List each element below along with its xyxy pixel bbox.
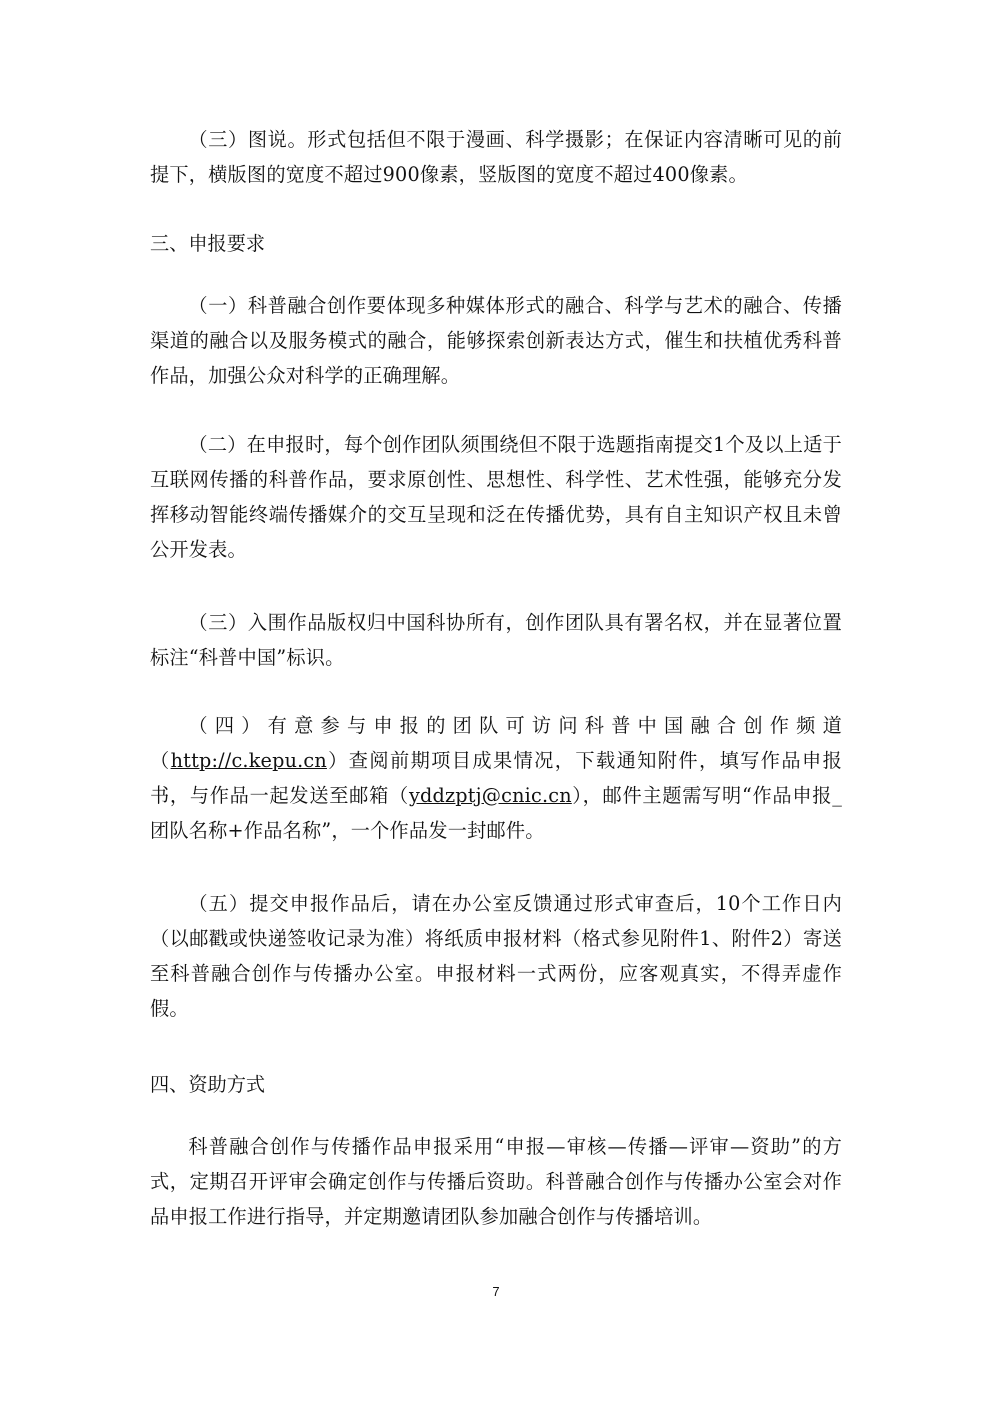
item4-text-part1: （四）有意参与申报的团队可访问科普中国融合创作频道（ <box>150 714 842 772</box>
section3-item3-paragraph: （三）入围作品版权归中国科协所有，创作团队具有署名权，并在显著位置标注“科普中国”标识。 <box>150 611 842 669</box>
section2-item3-paragraph: （三）图说。形式包括但不限于漫画、科学摄影；在保证内容清晰可见的前提下，横版图的宽度不超过900像素，竖版图的宽度不超过400像素。 <box>150 128 842 186</box>
section3-item4-paragraph <box>150 708 842 848</box>
section3-item5-paragraph: （五）提交申报作品后，请在办公室反馈通过形式审查后，10个工作日内（以邮戳或快递签收记录为准）将纸质申报材料（格式参见附件1、附件2）寄送至科普融合创作与传播办公室。申报材料一式两份，应客观真实，不得弄虚作假。 <box>150 892 842 1020</box>
section3-item2-paragraph: （二）在申报时，每个创作团队须围绕但不限于选题指南提交1个及以上适于互联网传播的科普作品，要求原创性、思想性、科学性、艺术性强，能够充分发挥移动智能终端传播媒介的交互呈现和泛在传播优势，具有自主知识产权且未曾公开发表。 <box>150 433 842 561</box>
section3-heading: 三、申报要求 <box>150 232 266 255</box>
item4-text-part3: ），邮件主题需写明“作品申报_团队名称+作品名称”，一个作品发一封邮件。 <box>150 784 842 842</box>
item4-text-part2: ）查阅前期项目成果情况，下载通知附件，填写作品申报书，与作品一起发送至邮箱（ <box>150 749 843 807</box>
section3-item1-paragraph: （一）科普融合创作要体现多种媒体形式的融合、科学与艺术的融合、传播渠道的融合以及服务模式的融合，能够探索创新表达方式，催生和扶植优秀科普作品，加强公众对科学的正确理解。 <box>150 294 842 387</box>
page-number: 7 <box>492 1284 500 1299</box>
section4-heading: 四、资助方式 <box>150 1073 266 1096</box>
submission-email-link[interactable]: yddzptj@cnic.cn <box>408 784 572 807</box>
section4-body-paragraph: 科普融合创作与传播作品申报采用“申报—审核—传播—评审—资助”的方式，定期召开评审会确定创作与传播后资助。科普融合创作与传播办公室会对作品申报工作进行指导，并定期邀请团队参加融合创作与传播培训。 <box>150 1135 842 1228</box>
kepu-channel-link[interactable]: http://c.kepu.cn <box>170 749 327 772</box>
